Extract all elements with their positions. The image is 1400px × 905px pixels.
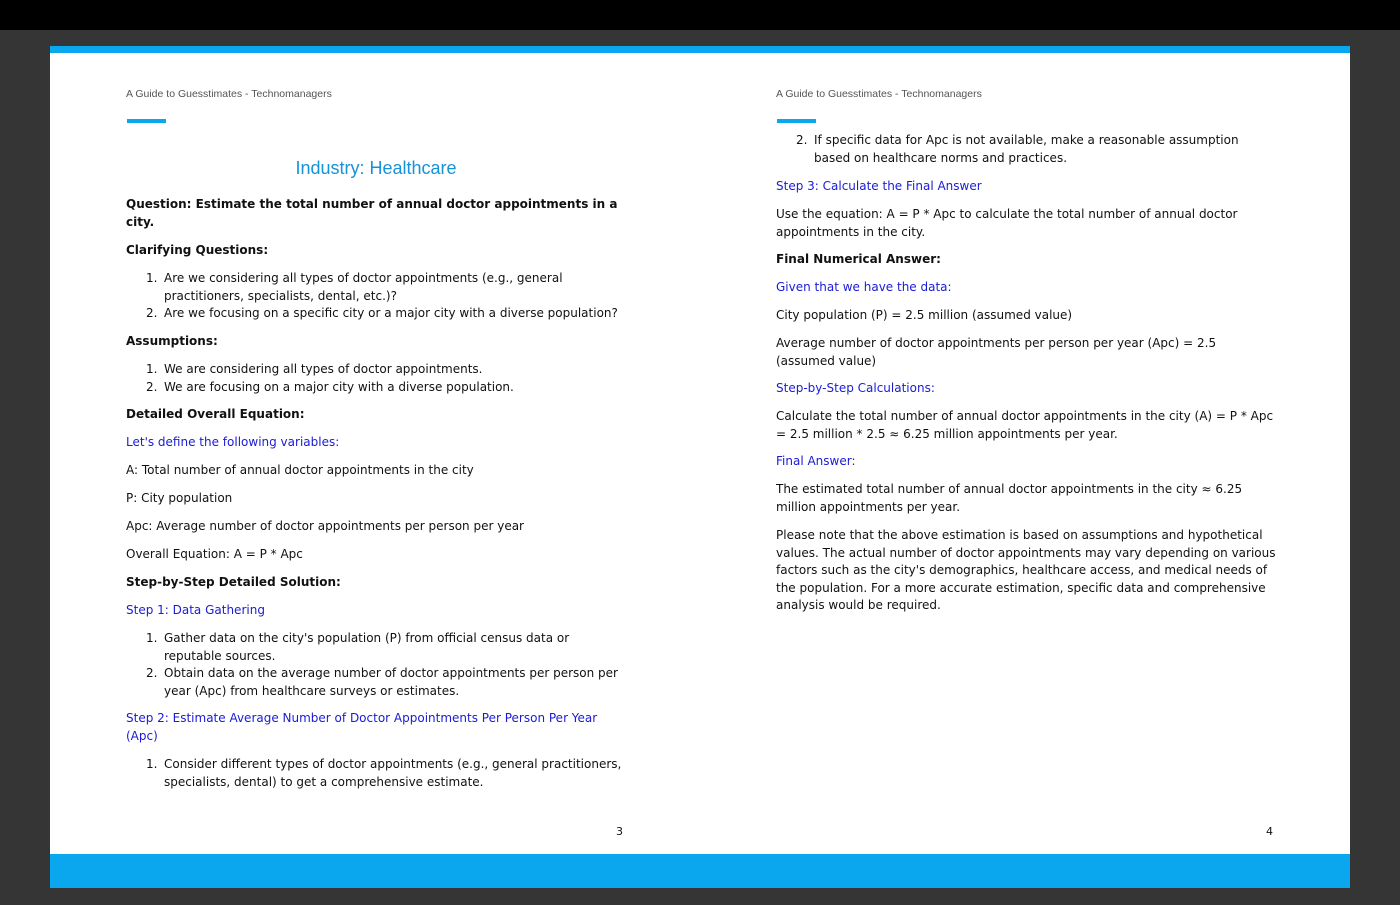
final-numerical-heading: Final Numerical Answer: xyxy=(776,252,941,266)
list-number: 2. xyxy=(146,666,158,680)
continued-list xyxy=(776,132,1276,167)
define-vars-subheading: Let's define the following variables: xyxy=(126,435,340,449)
city-population: City population (P) = 2.5 million (assumed value) xyxy=(776,308,1073,322)
step2-list xyxy=(126,756,626,791)
given-data-subheading: Given that we have the data: xyxy=(776,280,952,294)
header-accent-bar xyxy=(127,119,166,123)
calculations-heading: Step-by-Step Calculations: xyxy=(776,381,935,395)
assumptions-heading: Assumptions: xyxy=(126,334,218,348)
list-item xyxy=(126,361,626,379)
list-number: 2. xyxy=(146,306,158,320)
list-number: 1. xyxy=(146,757,158,771)
list-text: Are we focusing on a specific city or a major city with a diverse population? xyxy=(164,306,618,320)
solution-heading: Step-by-Step Detailed Solution: xyxy=(126,575,341,589)
list-text: Consider different types of doctor appointments (e.g., general practitioners, specialists, dental) to get a comprehensive estimate. xyxy=(164,757,622,789)
list-item xyxy=(776,132,1276,167)
list-number: 1. xyxy=(146,271,158,285)
list-number: 2. xyxy=(146,379,158,394)
step3-heading: Step 3: Calculate the Final Answer xyxy=(776,179,982,193)
document-spread xyxy=(50,46,1350,888)
list-text: If specific data for Apc is not available, make a reasonable assumption based on healthcare norms and practices. xyxy=(814,133,1239,165)
list-item xyxy=(126,379,626,397)
header-accent-bar xyxy=(777,119,816,123)
page-3 xyxy=(50,53,700,854)
clarifying-list xyxy=(126,270,626,323)
variable-apc: Apc: Average number of doctor appointments per person per year xyxy=(126,519,524,533)
variable-p: P: City population xyxy=(126,491,233,505)
page-number: 4 xyxy=(1266,825,1273,838)
equation-heading: Detailed Overall Equation: xyxy=(126,407,305,421)
step2-heading: Step 2: Estimate Average Number of Doctor Appointments Per Person Per Year (Apc) xyxy=(126,711,598,743)
list-item xyxy=(126,630,626,665)
overall-equation: Overall Equation: A = P * Apc xyxy=(126,547,303,561)
list-text: Obtain data on the average number of doctor appointments per person per year (Apc) from healthcare surveys or estimates. xyxy=(164,666,618,698)
list-text: We are focusing on a major city with a diverse population. xyxy=(164,379,514,394)
list-text: We are considering all types of doctor appointments. xyxy=(164,362,483,376)
assumptions-list xyxy=(126,361,626,396)
running-header: A Guide to Guesstimates - Technomanagers xyxy=(776,88,982,100)
list-number: 1. xyxy=(146,631,158,645)
page-title: Industry: Healthcare xyxy=(295,158,457,178)
list-number: 1. xyxy=(146,362,158,376)
step1-heading: Step 1: Data Gathering xyxy=(126,603,265,617)
list-text: Gather data on the city's population (P) from official census data or reputable sources. xyxy=(164,631,570,663)
final-answer-text: The estimated total number of annual doctor appointments in the city ≈ 6.25 million appointments per year. xyxy=(776,482,1243,514)
page-4 xyxy=(700,53,1350,854)
calculations-text: Calculate the total number of annual doctor appointments in the city (A) = P * Apc = 2.5 million * 2.5 ≈ 6.25 million appointments per year. xyxy=(776,409,1274,441)
step3-text: Use the equation: A = P * Apc to calculate the total number of annual doctor appointments in the city. xyxy=(776,207,1238,239)
list-text: Are we considering all types of doctor appointments (e.g., general practitioners, specialists, dental, etc.)? xyxy=(164,271,563,303)
bottom-accent-band xyxy=(50,854,1350,888)
top-accent-band xyxy=(50,46,1350,53)
question-text: Question: Estimate the total number of annual doctor appointments in a city. xyxy=(126,197,618,229)
list-number: 2. xyxy=(796,133,808,147)
page-number: 3 xyxy=(616,825,623,838)
final-answer-heading: Final Answer: xyxy=(776,454,856,468)
average-appointments: Average number of doctor appointments per person per year (Apc) = 2.5 (assumed value) xyxy=(776,336,1217,368)
viewer-top-bar xyxy=(0,0,1400,30)
list-item xyxy=(126,305,626,323)
note-paragraph: Please note that the above estimation is based on assumptions and hypothetical values. The actual number of doctor appointments may vary depending on various factors such as the city's demographics, healthcare access, and medical needs of the population. For a more accurate estimation, specific data and comprehensive analysis would be required. xyxy=(776,528,1276,612)
variable-a: A: Total number of annual doctor appointments in the city xyxy=(126,463,474,477)
list-item xyxy=(126,756,626,791)
step1-list xyxy=(126,630,626,700)
list-item xyxy=(126,270,626,305)
list-item xyxy=(126,665,626,700)
running-header: A Guide to Guesstimates - Technomanagers xyxy=(126,88,332,100)
clarifying-heading: Clarifying Questions: xyxy=(126,243,269,257)
